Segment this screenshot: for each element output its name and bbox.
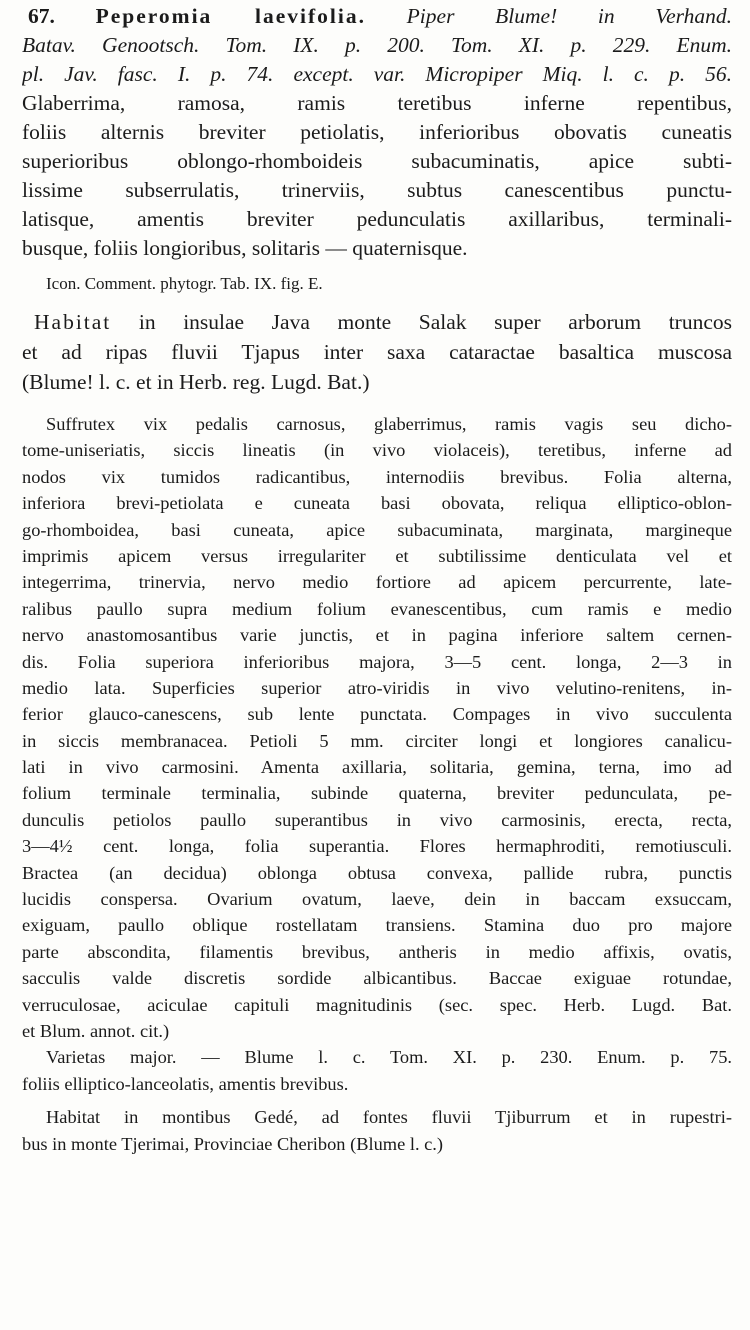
description-line: et Blum. annot. cit.) — [22, 1020, 170, 1041]
diagnosis-line: pl. Jav. fasc. I. p. 74. except. var. Micropiper Miq. l. c. p. 56. — [22, 62, 732, 86]
diagnosis-line: lissime subserrulatis, trinerviis, subtus canescentibus punctu- — [22, 178, 732, 202]
variety-block — [22, 1044, 732, 1098]
description-line: dunculis petiolos paullo superantibus in vivo carmosinis, erecta, recta, — [22, 809, 732, 830]
species-name: Peperomia laevifolia. — [95, 4, 366, 28]
description-line: nodos vix tumidos radicantibus, internodiis brevibus. Folia alterna, — [22, 466, 732, 487]
description-line: ralibus paullo supra medium folium evanescentibus, cum ramis e medio — [22, 598, 732, 619]
description-line: imprimis apicem versus irregulariter et subtilissime denticulata vel et — [22, 545, 732, 566]
habitat-line: (Blume! l. c. et in Herb. reg. Lugd. Bat.) — [22, 370, 370, 394]
diagnosis-line: Batav. Genootsch. Tom. IX. p. 200. Tom. XI. p. 229. Enum. — [22, 33, 732, 57]
habitat-variety-block — [22, 1104, 732, 1158]
variety-line: Varietas major. — Blume l. c. Tom. XI. p. 230. Enum. p. 75. — [46, 1047, 732, 1068]
description-line: 3—4½ cent. longa, folia superantia. Flores hermaphroditi, remotiusculi. — [22, 836, 732, 857]
description-line: in siccis membranacea. Petioli 5 mm. circiter longi et longiores canalicu- — [22, 730, 732, 751]
diagnosis-block — [22, 2, 732, 263]
description-line: lucidis conspersa. Ovarium ovatum, laeve, dein in baccam exsuccam, — [22, 889, 732, 910]
variety-line: foliis elliptico-lanceolatis, amentis brevibus. — [22, 1074, 349, 1095]
description-line: dis. Folia superiora inferioribus majora, 3—5 cent. longa, 2—3 in — [22, 651, 732, 672]
description-line: ferior glauco-canescens, sub lente punctata. Compages in vivo succulenta — [22, 704, 732, 725]
description-line: tome-uniseriatis, siccis lineatis (in vivo violaceis), teretibus, inferne ad — [22, 440, 732, 461]
habitat-variety-line: Habitat in montibus Gedé, ad fontes fluvii Tjiburrum et in rupestri- — [46, 1107, 732, 1128]
description-line: Suffrutex vix pedalis carnosus, glaberrimus, ramis vagis seu dicho- — [46, 414, 732, 434]
description-line: Bractea (an decidua) oblonga obtusa convexa, pallide rubra, punctis — [22, 862, 732, 883]
habitat-variety-line: bus in monte Tjerimai, Provinciae Cheribon (Blume l. c.) — [22, 1134, 444, 1155]
habitat-label: Habitat — [34, 310, 112, 334]
diagnosis-line: latisque, amentis breviter pedunculatis axillaribus, terminali- — [22, 207, 732, 231]
description-line: medio lata. Superficies superior atro-viridis in vivo velutino-renitens, in- — [22, 677, 732, 698]
diagnosis-line: busque, foliis longioribus, solitaris — quaternisque. — [22, 236, 468, 260]
description-line: folium terminale terminalia, subinde quaterna, breviter pedunculata, pe- — [22, 783, 732, 804]
description-line: sacculis valde discretis sordide albicantibus. Baccae exiguae rotundae, — [22, 968, 732, 989]
description-line: exiguam, paullo oblique rostellatam transiens. Stamina duo pro majore — [22, 915, 732, 936]
description-line: verruculosae, aciculae capituli magnitudinis (sec. spec. Herb. Lugd. Bat. — [22, 994, 732, 1015]
description-line: go-rhomboidea, basi cuneata, apice subacuminata, marginata, margineque — [22, 519, 732, 540]
habitat-line: Habitat in insulae Java monte Salak super arborum truncos — [34, 310, 732, 334]
description-line: inferiora brevi-petiolata e cuneata basi obovata, reliqua elliptico-oblon- — [22, 493, 732, 514]
description-block — [22, 411, 732, 1044]
icon-citation: Icon. Comment. phytogr. Tab. IX. fig. E. — [46, 274, 323, 293]
diagnosis-line: Piper Blume! in Verhand. — [406, 4, 732, 28]
description-line: nervo anastomosantibus varie junctis, et in pagina inferiore saltem cernen- — [22, 625, 732, 646]
diagnosis-line: Glaberrima, ramosa, ramis teretibus inferne repentibus, — [22, 91, 732, 115]
diagnosis-line: foliis alternis breviter petiolatis, inferioribus obovatis cuneatis — [22, 120, 732, 144]
entry-number: 67. — [28, 4, 55, 28]
habitat-block — [22, 307, 732, 397]
description-line: lati in vivo carmosini. Amenta axillaria, solitaria, gemina, terna, imo ad — [22, 757, 732, 778]
description-line: integerrima, trinervia, nervo medio fortiore ad apicem percurrente, late- — [22, 572, 732, 593]
habitat-line: et ad ripas fluvii Tjapus inter saxa cataractae basaltica muscosa — [22, 340, 732, 364]
description-line: parte abscondita, filamentis brevibus, antheris in medio affixis, ovatis, — [22, 941, 732, 962]
entry-heading-line — [22, 2, 732, 31]
diagnosis-line: superioribus oblongo-rhomboideis subacuminatis, apice subti- — [22, 149, 732, 173]
